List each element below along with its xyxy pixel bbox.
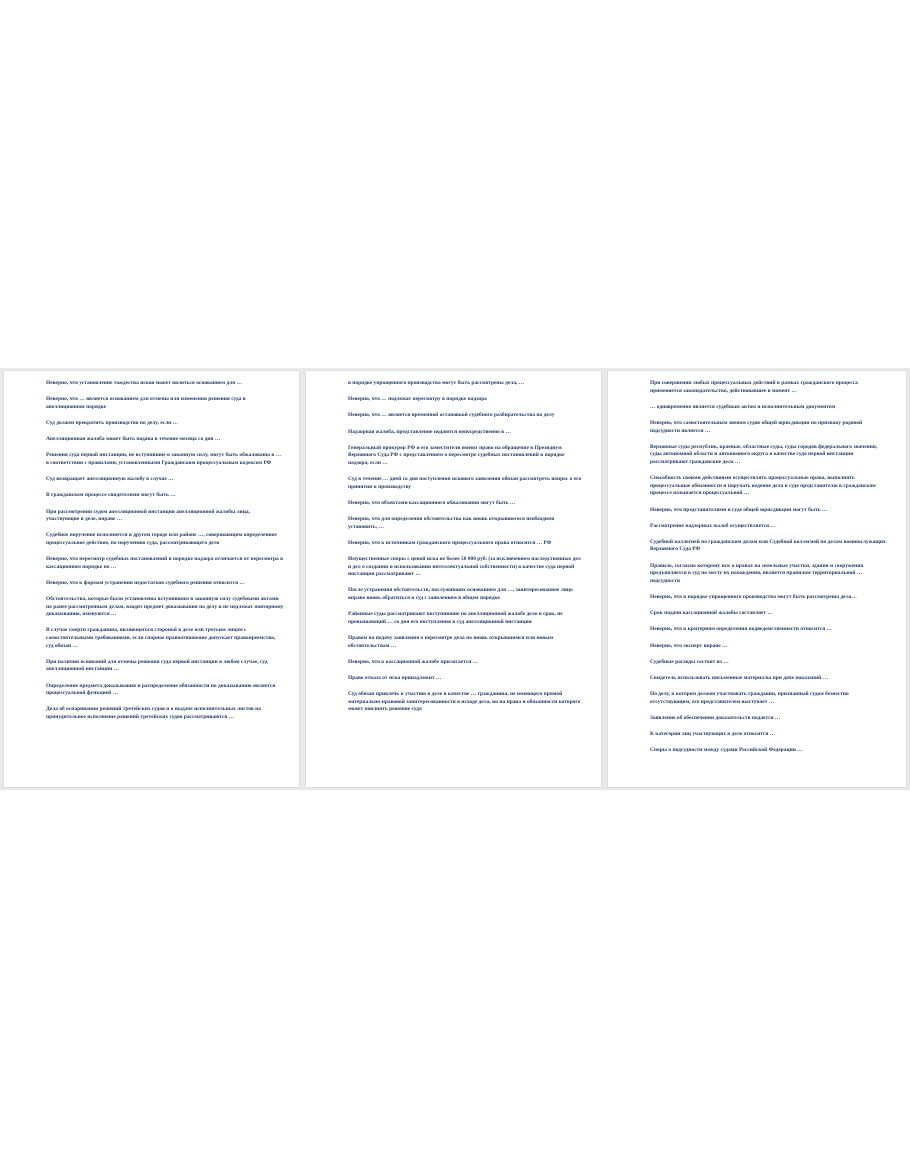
question-item: Неверно, что к источникам гражданского процессуального права относится … РФ	[348, 539, 552, 546]
question-item: Споры о подсудности между судами Российской Федерации …	[650, 747, 803, 754]
question-item: … одновременно является судебным актом и исполнительным документом	[650, 403, 836, 410]
question-item: Заявление об обеспечении доказательств подается …	[650, 714, 781, 721]
question-item: При совершении любых процессуальных действий в рамках гражданского процесса применяется законодательство, действовавшее в момент …	[650, 380, 858, 394]
question-item: По делу, в котором должен участвовать гражданин, признанный судом безвестно отсутствующим, его представителем выступает …	[650, 691, 849, 705]
question-item: Неверно, что … является основанием для отмены или изменения решения суда в апелляционном порядке	[46, 396, 246, 410]
question-item: Судебной коллегией по гражданским делам или Судебной коллегией по делам военнослужащих Верховного Суда РФ	[650, 538, 886, 553]
question-item: Определение предмета доказывания и распределение обязанности по доказыванию является процессуальной функцией …	[46, 682, 276, 697]
question-item: Суд возвращает апелляционную жалобу в случае …	[46, 476, 174, 483]
question-item: Суд обязан привлечь к участию в деле в качестве … гражданина, не имеющего прямой материально-правовой заинтересованности в исходе дела, но на права и обязанности которого может повлиять решение суда	[348, 691, 581, 713]
question-item: Срок подачи кассационной жалобы составляет …	[650, 610, 773, 617]
question-item: Суд должен прекратить производство по делу, если …	[46, 419, 179, 426]
question-item: Свидетель использовать письменные материалы при даче показаний …	[650, 674, 829, 681]
question-item: Право отказа от иска принадлежит …	[348, 674, 442, 681]
question-item: Судебное поручение исполняется в другом городе или районе …, совершающим определенное процессуальное действие, по поручению суда, рассматривающего дело	[46, 532, 277, 546]
question-item: Рассмотрение надзорных жалоб осуществляется …	[650, 522, 776, 529]
question-item: Решения суда первой инстанции, не вступившие в законную силу, могут быть обжалованы в … в соответствии с правилами, установленными Гражданским процессуальным кодексом РФ	[46, 452, 282, 466]
question-item: Неверно, что к формам устранения недостатков судебного решения относится …	[46, 579, 245, 586]
question-item: Неверно, что представителями в суде общей юрисдикции могут быть …	[650, 506, 828, 513]
question-item: Неверно, что эксперт вправе …	[650, 642, 728, 649]
question-item: Неверно, что … является временной остановкой судебного разбирательства по делу	[348, 412, 555, 419]
question-item: Неверно, что для определения обстоятельства как вновь открывшегося необходимо установить, …	[348, 516, 555, 530]
question-item: Способность своими действиями осуществлять процессуальные права, выполнять процессуальные обязанности и поручать ведение дела в суде представителю в гражданском процессе называется процессуальной …	[650, 475, 876, 497]
question-item: После устранения обстоятельств, послуживших основанием для …, заинтересованное лицо вправе вновь обратиться в суд с заявлением в общем порядке	[348, 587, 573, 602]
question-item: К категории лиц участвующих в деле относится …	[650, 731, 776, 738]
document-page-1	[4, 371, 299, 787]
question-item: Неверно, что к критериям определения подведомственности относится …	[650, 626, 832, 633]
question-list	[46, 380, 284, 730]
question-item: Обстоятельства, которые были установлены вступившим в законную силу судебными актами по ранее рассмотренным делам, входят предмет доказывания по делу и не подлежат повторному доказыванию, именуются …	[46, 596, 284, 618]
document-page-3	[608, 371, 906, 787]
question-item: Правило, согласно которому иск о правах на земельные участки, здания и сооружения предъявляется в суд по месту их нахождения, является правилом территориальной … подсудности	[650, 562, 864, 584]
question-item: Неверно, что установление тождества исков может являться основанием для …	[46, 380, 242, 386]
question-item: Неверно, что самостоятельным звеном судов общей юрисдикции по признаку родовой подсудности является …	[650, 419, 863, 434]
question-item: Неверно, что пересмотр судебных постановлений в порядке надзора отличается от пересмотра в кассационном порядке по …	[46, 556, 284, 570]
question-item: Неверно, что к кассационной жалобе прилагается …	[348, 658, 478, 665]
question-item: Судебные расходы состоит из …	[650, 658, 729, 665]
question-item: Генеральный прокурор РФ и его заместители имеют право на обращение в Президиум Верховного Суда РФ с представлением о пересмотре судебных постановлений в порядке надзора, если …	[348, 444, 565, 466]
question-item: Имущественные споры с ценой иска не более 50 000 руб. (за исключением наследственных дел и дел о создании и использовании интеллектуальной собственности) в качестве суда первой инстанции рассматривают …	[348, 556, 581, 578]
question-list	[348, 380, 584, 723]
question-list	[650, 380, 890, 764]
question-item: В случае смерти гражданина, являющегося стороной в деле или третьим лицом с самостоятельными требованиями, если спорное правоотношение допускает правопреемство, суд обязан …	[46, 627, 276, 649]
question-item: Неверно, что … подлежат пересмотру в порядке надзора	[348, 396, 487, 403]
question-item: В гражданском процессе свидетелями могут быть …	[46, 492, 176, 499]
question-item: Суд в течение … дней со дня поступления искового заявления обязан рассмотреть вопрос о его принятии к производству	[348, 476, 582, 490]
question-item: При наличии оснований для отмены решения суда первой инстанции в любом случае, суд апелляционной инстанции …	[46, 658, 268, 673]
question-item: Апелляционная жалоба может быть подана в течение месяца со дня …	[46, 436, 221, 443]
document-page-2	[306, 371, 601, 787]
question-item: в порядке упрощенного производства могут быть рассмотрены дела, …	[348, 380, 525, 386]
question-item: Дела об оспаривании решений третейских судов и о выдаче исполнительных листов на принудительное исполнение решений третейских судов рассматриваются …	[46, 706, 262, 720]
question-item: При рассмотрении судом апелляционной инстанции апелляционной жалобы лица, участвующие в деле, вправе …	[46, 508, 250, 523]
question-item: Верховные суды республик, краевые, областные суды, суды городов федерального значения, суды автономной области и автономного округа в качестве суда первой инстанции рассматривают гражданские дела …	[650, 443, 878, 465]
question-item: Правом на подачу заявления о пересмотре дела по вновь открывшимся или новым обстоятельствам …	[348, 635, 554, 649]
document-viewer[interactable]	[0, 368, 910, 790]
question-item: Неверно, что объектами кассационного обжалования могут быть …	[348, 499, 516, 506]
question-item: Надзорная жалоба, представление подаются непосредственно в …	[348, 428, 511, 435]
question-item: Неверно, что в порядке упрощенного производства могут быть рассмотрены дела…	[650, 594, 857, 601]
question-item: Районные суды рассматривают поступившие по апелляционной жалобе дело в срок, не превышающий … со дня его поступления в суд апелляционной инстанции	[348, 611, 563, 625]
